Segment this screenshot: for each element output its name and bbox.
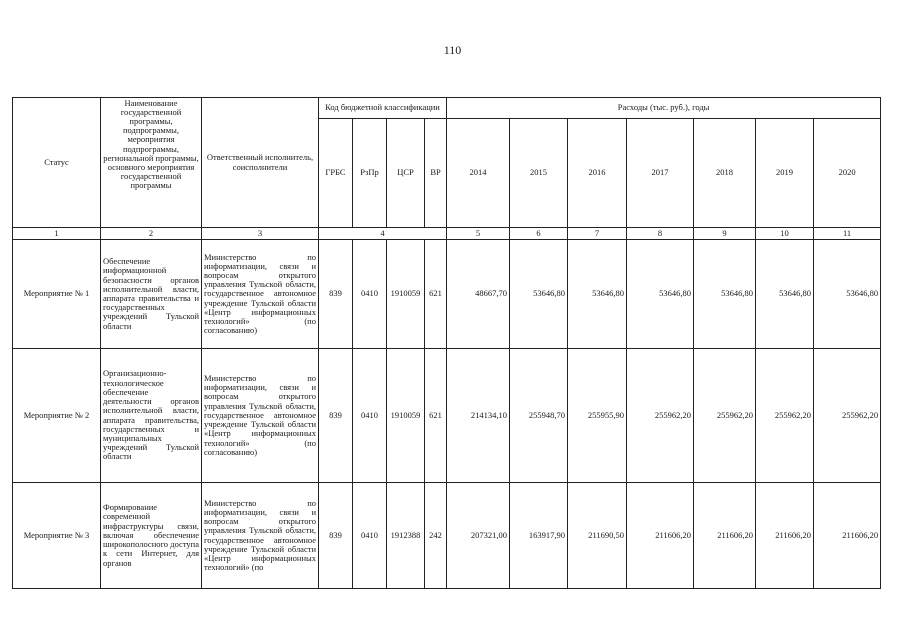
row-value-2016: 53646,80	[568, 240, 627, 349]
column-number-row	[13, 228, 881, 240]
row-csr: 1910059	[387, 349, 425, 483]
row-rzpr: 0410	[353, 240, 387, 349]
row-value-2018: 211606,20	[694, 483, 756, 589]
row-value-2018: 53646,80	[694, 240, 756, 349]
table-row	[13, 240, 881, 349]
row-status: Мероприятие № 2	[13, 349, 101, 483]
row-value-2014: 207321,00	[447, 483, 510, 589]
table-row	[13, 349, 881, 483]
column-number: 6	[510, 228, 568, 240]
row-status: Мероприятие № 3	[13, 483, 101, 589]
row-value-2018: 255962,20	[694, 349, 756, 483]
header-year-2016: 2016	[568, 119, 627, 228]
header-vr: ВР	[425, 119, 447, 228]
row-value-2014: 48667,70	[447, 240, 510, 349]
row-name: Обеспечение информационной безопасности органов исполнительной власти, аппарата правительства и государственных учреждений Тульской области	[101, 240, 202, 349]
row-value-2015: 163917,90	[510, 483, 568, 589]
row-vr: 621	[425, 349, 447, 483]
row-vr: 621	[425, 240, 447, 349]
header-year-2017: 2017	[627, 119, 694, 228]
row-value-2016: 255955,90	[568, 349, 627, 483]
row-executor: Министерство по информатизации, связи и вопросам открытого управления Тульской области, государственное автономное учреждение Тульской области «Центр информационных технологий» (по	[202, 483, 319, 589]
header-csr: ЦСР	[387, 119, 425, 228]
row-value-2020: 255962,20	[814, 349, 881, 483]
header-year-2014: 2014	[447, 119, 510, 228]
header-row-top	[13, 98, 881, 119]
row-value-2016: 211690,50	[568, 483, 627, 589]
header-rzpr: РзПр	[353, 119, 387, 228]
row-executor: Министерство по информатизации, связи и вопросам открытого управления Тульской области, государственное автономное учреждение Тульской области «Центр информационных технологий» (по согласованию)	[202, 349, 319, 483]
header-name	[101, 98, 202, 228]
row-value-2019: 255962,20	[756, 349, 814, 483]
header-grbs: ГРБС	[319, 119, 353, 228]
header-executor: Ответственный исполнитель, соисполнители	[202, 98, 319, 228]
row-rzpr: 0410	[353, 483, 387, 589]
budget-table	[12, 97, 881, 589]
row-value-2017: 53646,80	[627, 240, 694, 349]
row-vr: 242	[425, 483, 447, 589]
row-csr: 1910059	[387, 240, 425, 349]
row-grbs: 839	[319, 349, 353, 483]
header-status: Статус	[13, 98, 101, 228]
column-number: 8	[627, 228, 694, 240]
header-year-2018: 2018	[694, 119, 756, 228]
row-value-2019: 211606,20	[756, 483, 814, 589]
row-value-2017: 255962,20	[627, 349, 694, 483]
header-expenses: Расходы (тыс. руб.), годы	[447, 98, 881, 119]
row-name: Организационно-технологическое обеспечение деятельности органов исполнительной власти, аппарата правительства, государственных и муниципальных учреждений Тульской области	[101, 349, 202, 483]
row-value-2015: 255948,70	[510, 349, 568, 483]
header-year-2020: 2020	[814, 119, 881, 228]
row-value-2015: 53646,80	[510, 240, 568, 349]
column-number: 5	[447, 228, 510, 240]
row-rzpr: 0410	[353, 349, 387, 483]
column-number: 3	[202, 228, 319, 240]
row-grbs: 839	[319, 240, 353, 349]
header-year-2019: 2019	[756, 119, 814, 228]
header-budget-code: Код бюджетной классификации	[319, 98, 447, 119]
column-number: 11	[814, 228, 881, 240]
row-value-2017: 211606,20	[627, 483, 694, 589]
column-number: 4	[319, 228, 447, 240]
header-year-2015: 2015	[510, 119, 568, 228]
header-name-text: Наименование государственной программы, подпрограммы, мероприятия подпрограммы, региональной программы, основного мероприятия государственной программы	[103, 98, 199, 191]
column-number: 1	[13, 228, 101, 240]
page-number: 110	[443, 43, 462, 57]
row-status: Мероприятие № 1	[13, 240, 101, 349]
row-grbs: 839	[319, 483, 353, 589]
row-name: Формирование современной инфраструктуры связи, включая обеспечение широкополосного доступа к сети Интернет, для органов	[101, 483, 202, 589]
column-number: 7	[568, 228, 627, 240]
row-value-2020: 211606,20	[814, 483, 881, 589]
row-executor: Министерство по информатизации, связи и вопросам открытого управления Тульской области, государственное автономное учреждение Тульской области «Центр информационных технологий» (по согласованию)	[202, 240, 319, 349]
column-number: 9	[694, 228, 756, 240]
row-value-2019: 53646,80	[756, 240, 814, 349]
column-number: 10	[756, 228, 814, 240]
row-csr: 1912388	[387, 483, 425, 589]
table-row	[13, 483, 881, 589]
row-value-2020: 53646,80	[814, 240, 881, 349]
row-value-2014: 214134,10	[447, 349, 510, 483]
column-number: 2	[101, 228, 202, 240]
